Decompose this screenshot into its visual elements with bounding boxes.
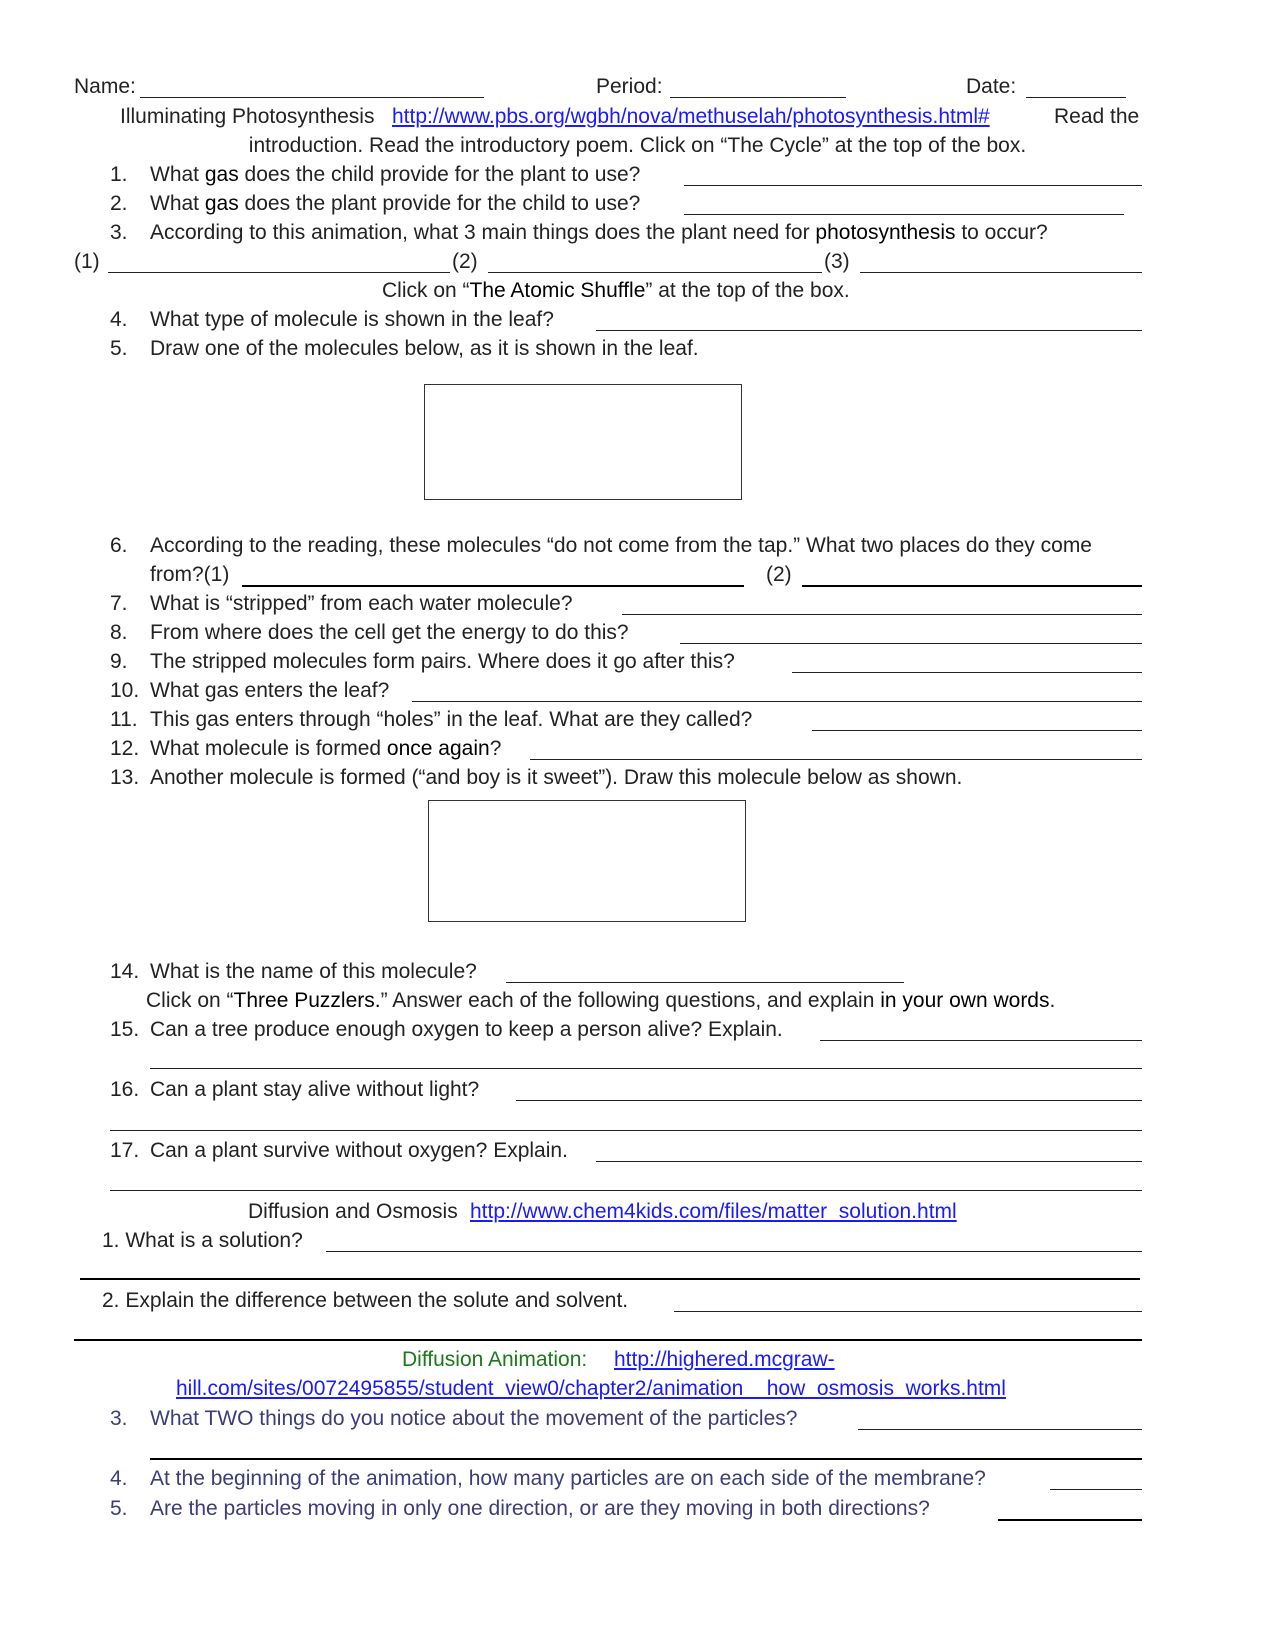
question-text: What is “stripped” from each water molecule?: [150, 592, 573, 615]
answer-line[interactable]: [516, 1100, 1142, 1101]
question-text: Can a plant survive without oxygen? Explain.: [150, 1139, 568, 1162]
question-text: The stripped molecules form pairs. Where does it go after this?: [150, 650, 735, 673]
section-3-link-row: [0, 1374, 1275, 1404]
answer-line[interactable]: [680, 643, 1142, 644]
instruction-text: Click on “Three Puzzlers.” Answer each of the following questions, and explain in your own words.: [146, 989, 1056, 1012]
question-number: 15.: [110, 1018, 140, 1041]
question-text: Are the particles moving in only one direction, or are they moving in both directions?: [150, 1497, 930, 1520]
name-label: Name:: [74, 75, 136, 98]
blank-label-1: (1): [74, 250, 100, 273]
puzzlers-instruction: [0, 986, 1275, 1016]
question-number: 1.: [110, 163, 128, 186]
question-number: 3.: [110, 1407, 128, 1430]
blank-label-2: (2): [766, 563, 792, 586]
question-13: [0, 763, 1275, 793]
answer-line-continued[interactable]: [150, 1068, 1142, 1069]
answer-line[interactable]: [622, 614, 1142, 615]
chem4kids-link[interactable]: http://www.chem4kids.com/files/matter_solution.html: [470, 1200, 957, 1223]
section-3-question-4: [0, 1464, 1275, 1494]
section-title: Illuminating Photosynthesis: [120, 105, 375, 128]
question-6-blanks: [0, 560, 1275, 590]
question-text: Can a plant stay alive without light?: [150, 1078, 480, 1101]
question-11: [0, 705, 1275, 735]
answer-line[interactable]: [792, 672, 1142, 673]
answer-line[interactable]: [998, 1519, 1142, 1521]
header-row: [0, 72, 1275, 102]
answer-line-continued[interactable]: [110, 1130, 1142, 1131]
answer-line[interactable]: [674, 1311, 1142, 1312]
question-number: 4.: [110, 1467, 128, 1490]
question-7: [0, 589, 1275, 619]
question-text: What molecule is formed once again?: [150, 737, 502, 760]
answer-line[interactable]: [506, 982, 904, 983]
answer-line-continued[interactable]: [150, 1458, 1142, 1460]
answer-line-1[interactable]: [242, 585, 744, 587]
answer-line-continued[interactable]: [110, 1190, 1142, 1191]
question-text: This gas enters through “holes” in the leaf. What are they called?: [150, 708, 753, 731]
section-2-title: Diffusion and Osmosis: [248, 1200, 458, 1223]
question-number: 16.: [110, 1078, 140, 1101]
question-text: According to this animation, what 3 main things does the plant need for photosynthesis to occur?: [150, 221, 1048, 244]
question-text: According to the reading, these molecules “do not come from the tap.” What two places do they come: [150, 534, 1092, 557]
date-label: Date:: [966, 75, 1017, 98]
question-number: 10.: [110, 679, 140, 702]
question-number: 3.: [110, 221, 128, 244]
question-8: [0, 618, 1275, 648]
question-text: What gas enters the leaf?: [150, 679, 390, 702]
question-text: What gas does the plant provide for the child to use?: [150, 192, 641, 215]
question-text: 2. Explain the difference between the solute and solvent.: [102, 1289, 629, 1312]
answer-line[interactable]: [530, 759, 1142, 760]
period-field[interactable]: [670, 97, 846, 98]
question-15: [0, 1015, 1275, 1045]
question-text: 1. What is a solution?: [102, 1229, 303, 1252]
question-text: What is the name of this molecule?: [150, 960, 477, 983]
question-16: [0, 1075, 1275, 1105]
question-number: 2.: [110, 192, 128, 215]
answer-line[interactable]: [1050, 1489, 1142, 1490]
question-text: From where does the cell get the energy to do this?: [150, 621, 629, 644]
blank-label-1: from?(1): [150, 563, 230, 586]
answer-line-continued[interactable]: [80, 1278, 1140, 1280]
answer-line[interactable]: [596, 1161, 1142, 1162]
question-text: What gas does the child provide for the plant to use?: [150, 163, 641, 186]
question-number: 5.: [110, 337, 128, 360]
intro-text-2: introduction. Read the introductory poem. Click on “The Cycle” at the top of the box.: [248, 134, 1027, 157]
question-text: What TWO things do you notice about the movement of the particles?: [150, 1407, 798, 1430]
section-2-question-1: [0, 1226, 1275, 1256]
question-number: 5.: [110, 1497, 128, 1520]
instruction-text: Click on “The Atomic Shuffle” at the top of the box.: [382, 279, 850, 302]
question-number: 14.: [110, 960, 140, 983]
section-2-question-2: [0, 1286, 1275, 1316]
section-3-title: Diffusion Animation:: [402, 1348, 588, 1371]
answer-line[interactable]: [858, 1429, 1142, 1430]
question-number: 8.: [110, 621, 128, 644]
drawing-box-2[interactable]: [428, 800, 746, 922]
answer-line[interactable]: [820, 1040, 1142, 1041]
answer-line[interactable]: [412, 701, 1142, 702]
date-field[interactable]: [1026, 97, 1126, 98]
section-2-heading: [0, 1197, 1275, 1227]
section-3-heading: [0, 1345, 1275, 1375]
answer-line[interactable]: [684, 185, 1142, 186]
question-4: [0, 305, 1275, 335]
answer-line-2[interactable]: [488, 272, 822, 273]
question-number: 13.: [110, 766, 140, 789]
question-text: Can a tree produce enough oxygen to keep a person alive? Explain.: [150, 1018, 783, 1041]
atomic-shuffle-instruction: [0, 276, 1275, 306]
question-number: 17.: [110, 1139, 140, 1162]
question-text: Another molecule is formed (“and boy is it sweet”). Draw this molecule below as shown.: [150, 766, 963, 789]
question-text: Draw one of the molecules below, as it is shown in the leaf.: [150, 337, 699, 360]
name-field[interactable]: [140, 97, 484, 98]
question-1: [0, 160, 1275, 190]
question-number: 12.: [110, 737, 140, 760]
period-label: Period:: [596, 75, 663, 98]
answer-line-1[interactable]: [108, 272, 450, 273]
question-number: 11.: [110, 708, 138, 731]
question-number: 4.: [110, 308, 128, 331]
question-number: 9.: [110, 650, 128, 673]
question-5: [0, 334, 1275, 364]
question-14: [0, 957, 1275, 987]
blank-label-3: (3): [824, 250, 850, 273]
answer-line-continued[interactable]: [74, 1339, 1142, 1341]
question-text: What type of molecule is shown in the leaf?: [150, 308, 554, 331]
question-number: 7.: [110, 592, 128, 615]
answer-line-2[interactable]: [802, 585, 1142, 587]
question-2: [0, 189, 1275, 219]
section-3-question-3: [0, 1404, 1275, 1434]
question-number: 6.: [110, 534, 128, 557]
question-9: [0, 647, 1275, 677]
answer-line[interactable]: [326, 1251, 1142, 1252]
section-3-question-5: [0, 1494, 1275, 1524]
question-17: [0, 1136, 1275, 1166]
section-intro: [0, 131, 1275, 161]
question-12: [0, 734, 1275, 764]
drawing-box-1[interactable]: [424, 384, 742, 500]
question-3: [0, 218, 1275, 248]
photosynthesis-link[interactable]: http://www.pbs.org/wgbh/nova/methuselah/photosynthesis.html#: [392, 105, 990, 128]
answer-line[interactable]: [596, 330, 1142, 331]
answer-line-3[interactable]: [860, 272, 1142, 273]
answer-line[interactable]: [684, 214, 1124, 215]
question-text: At the beginning of the animation, how many particles are on each side of the membrane?: [150, 1467, 986, 1490]
section-heading: [0, 102, 1275, 132]
question-3-blanks: [0, 247, 1275, 277]
question-10: [0, 676, 1275, 706]
mcgraw-link-part-2[interactable]: hill.com/sites/0072495855/student_view0/chapter2/animation__how_osmosis_works.html: [176, 1377, 1006, 1400]
answer-line[interactable]: [812, 730, 1142, 731]
intro-text-1: Read the: [1054, 105, 1140, 128]
mcgraw-link-part-1[interactable]: http://highered.mcgraw-: [614, 1348, 835, 1371]
blank-label-2: (2): [452, 250, 478, 273]
question-6: [0, 531, 1275, 561]
